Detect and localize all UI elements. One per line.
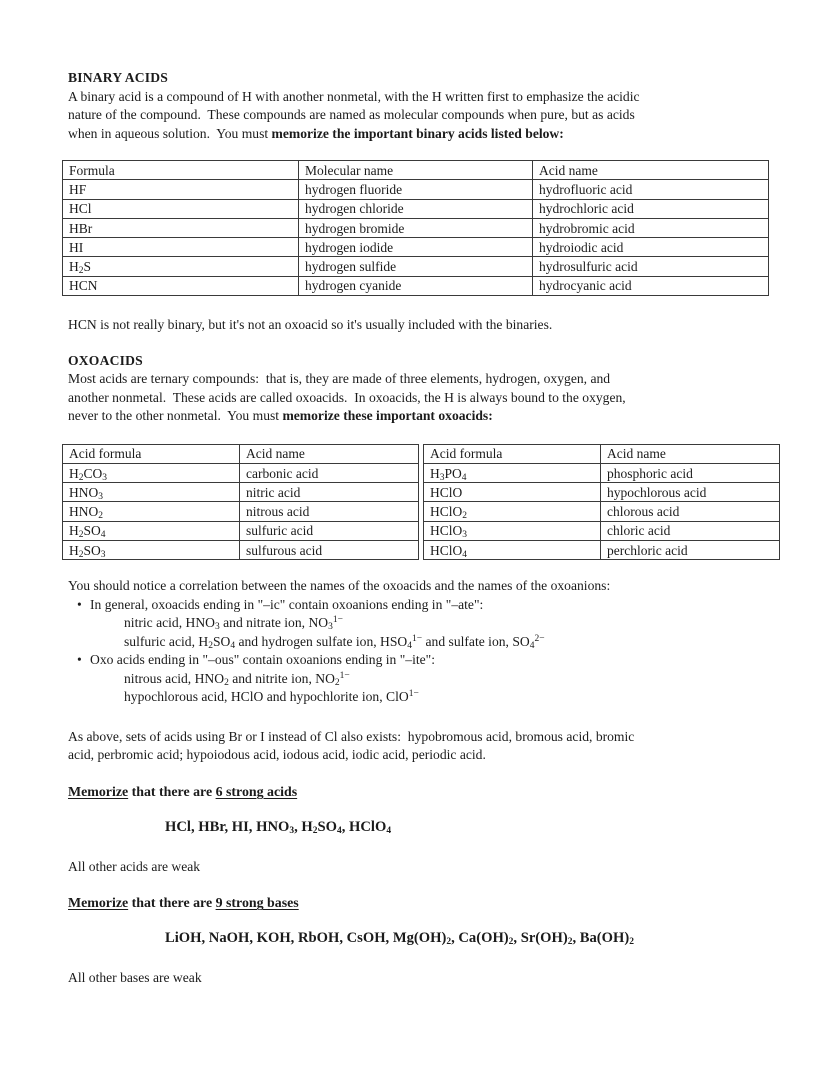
- text-line: As above, sets of acids using Br or I instead of Cl also exists: hypobromous acid, bromous acid, bromic: [68, 728, 635, 744]
- example-line: nitric acid, $HNO_3$ and nitrate ion, $NO_3^{1-}$: [124, 615, 343, 633]
- table-cell: Formula: [63, 161, 299, 180]
- table-cell: $HNO_2$: [63, 502, 240, 521]
- table-cell: HCN: [63, 276, 299, 295]
- text-line: nature of the compound. These compounds are named as molecular compounds when pure, but as acids: [68, 107, 635, 122]
- table-row: [424, 521, 780, 540]
- table-cell: $HNO_3$: [63, 483, 240, 502]
- table-row: [63, 483, 419, 502]
- table-cell: HCl: [63, 199, 299, 218]
- text-line: when in aqueous solution. You must memorize the important binary acids listed below:: [68, 125, 564, 141]
- table-cell: HF: [63, 180, 299, 199]
- table-cell: perchloric acid: [601, 541, 780, 560]
- table-row: [63, 444, 419, 463]
- table-row: [63, 199, 769, 218]
- table-cell: chloric acid: [601, 521, 780, 540]
- table-cell: HI: [63, 238, 299, 257]
- table-row: [63, 463, 419, 482]
- table-row: [63, 541, 419, 560]
- text-line: Most acids are ternary compounds: that is, they are made of three elements, hydrogen, oxygen, and: [68, 371, 611, 387]
- example-line: sulfuric acid, $H_2SO_4$ and hydrogen sulfate ion, $HSO_4^{1-}$ and sulfate ion, $SO_4^{2-}$: [124, 633, 545, 651]
- table-cell: Acid name: [601, 444, 780, 463]
- table-row: [63, 502, 419, 521]
- br-i-paragraph: [68, 728, 776, 765]
- oxoacids-table-left: [62, 444, 419, 561]
- table-cell: Molecular name: [299, 161, 533, 180]
- table-cell: nitric acid: [240, 483, 419, 502]
- table-row: [63, 521, 419, 540]
- table-cell: hydrochloric acid: [533, 199, 769, 218]
- table-cell: Acid name: [533, 161, 769, 180]
- table-cell: hydrogen fluoride: [299, 180, 533, 199]
- bullet-text: Oxo acids ending in "–ous" contain oxoanions ending in "–ite":: [90, 652, 436, 668]
- table-cell: HClO$_3$: [424, 521, 601, 540]
- example-line: nitrous acid, $HNO_2$ and nitrite ion, $NO_2^{1-}$: [124, 670, 350, 688]
- table-cell: hydrogen cyanide: [299, 276, 533, 295]
- hcn-note: HCN is not really binary, but it's not an oxoacid so it's usually included with the binaries.: [68, 317, 553, 333]
- table-cell: $H_2CO_3$: [63, 463, 240, 482]
- table-row: [424, 444, 780, 463]
- table-cell: HClO$_4$: [424, 541, 601, 560]
- strong-acids-list: HCl, HBr, HI, $HNO_3$, $H_2SO_4$, HClO$_4$: [165, 818, 392, 836]
- correlation-bullets: [68, 596, 776, 707]
- table-cell: Acid formula: [63, 444, 240, 463]
- bullet-text: In general, oxoacids ending in "–ic" contain oxoanions ending in "–ate":: [90, 596, 484, 612]
- table-row: [424, 502, 780, 521]
- text-line: acid, perbromic acid; hypoiodous acid, iodous acid, iodic acid, periodic acid.: [68, 747, 486, 763]
- table-cell: hydrogen bromide: [299, 218, 533, 237]
- oxoacids-tables: [62, 444, 776, 561]
- strong-bases-heading: Memorize that there are 9 strong bases: [68, 896, 299, 912]
- table-cell: Acid name: [240, 444, 419, 463]
- oxoacids-paragraph: [68, 370, 776, 426]
- table-row: [424, 541, 780, 560]
- table-cell: nitrous acid: [240, 502, 419, 521]
- table-cell: sulfurous acid: [240, 541, 419, 560]
- table-row: [63, 276, 769, 295]
- table-cell: hypochlorous acid: [601, 483, 780, 502]
- correlation-block: [68, 577, 776, 707]
- table-row: [63, 161, 769, 180]
- table-cell: carbonic acid: [240, 463, 419, 482]
- table-row: [63, 218, 769, 237]
- table-cell: phosphoric acid: [601, 463, 780, 482]
- table-cell: $H_2S$: [63, 257, 299, 276]
- table-row: [63, 257, 769, 276]
- text-line: never to the other nonmetal. You must memorize these important oxoacids:: [68, 408, 493, 424]
- binary-acids-table: [62, 160, 769, 296]
- table-cell: hydrogen sulfide: [299, 257, 533, 276]
- bullet-item: [68, 596, 776, 615]
- binary-acids-title: BINARY ACIDS: [68, 70, 168, 85]
- strong-bases-list: LiOH, NaOH, KOH, RbOH, CsOH, $Mg(OH)_2$, $Ca(OH)_2$, $Sr(OH)_2$, $Ba(OH)_2$: [165, 930, 634, 948]
- table-cell: chlorous acid: [601, 502, 780, 521]
- correlation-intro: You should notice a correlation between the names of the oxoacids and the names of the oxoanions:: [68, 578, 611, 594]
- table-cell: $H_2SO_3$: [63, 541, 240, 560]
- bullet-item: [68, 651, 776, 670]
- table-cell: hydrogen iodide: [299, 238, 533, 257]
- table-cell: hydrogen chloride: [299, 199, 533, 218]
- bullet-icon: •: [77, 652, 82, 668]
- weak-bases-note: All other bases are weak: [68, 970, 202, 986]
- table-row: [63, 238, 769, 257]
- table-cell: hydrocyanic acid: [533, 276, 769, 295]
- weak-acids-note: All other acids are weak: [68, 858, 201, 874]
- text-line: A binary acid is a compound of H with another nonmetal, with the H written first to emphasize the acidic: [68, 88, 640, 104]
- table-cell: HClO: [424, 483, 601, 502]
- oxoacids-title: OXOACIDS: [68, 352, 143, 368]
- oxoacids-table-right: [423, 444, 780, 561]
- table-cell: HClO$_2$: [424, 502, 601, 521]
- table-row: [424, 463, 780, 482]
- strong-acids-heading: Memorize that there are 6 strong acids: [68, 784, 298, 800]
- table-cell: HBr: [63, 218, 299, 237]
- table-cell: hydrobromic acid: [533, 218, 769, 237]
- table-row: [424, 483, 780, 502]
- table-cell: $H_2SO_4$: [63, 521, 240, 540]
- example-line: hypochlorous acid, HClO and hypochlorite ion, ClO$^{1-}$: [124, 689, 419, 705]
- table-row: [63, 180, 769, 199]
- table-cell: sulfuric acid: [240, 521, 419, 540]
- table-cell: hydrofluoric acid: [533, 180, 769, 199]
- table-cell: Acid formula: [424, 444, 601, 463]
- table-cell: hydrosulfuric acid: [533, 257, 769, 276]
- table-cell: hydroiodic acid: [533, 238, 769, 257]
- table-cell: $H_3PO_4$: [424, 463, 601, 482]
- binary-acids-paragraph: [68, 88, 776, 144]
- bullet-icon: •: [77, 596, 82, 612]
- text-line: another nonmetal. These acids are called oxoacids. In oxoacids, the H is always bound to the oxygen,: [68, 389, 626, 405]
